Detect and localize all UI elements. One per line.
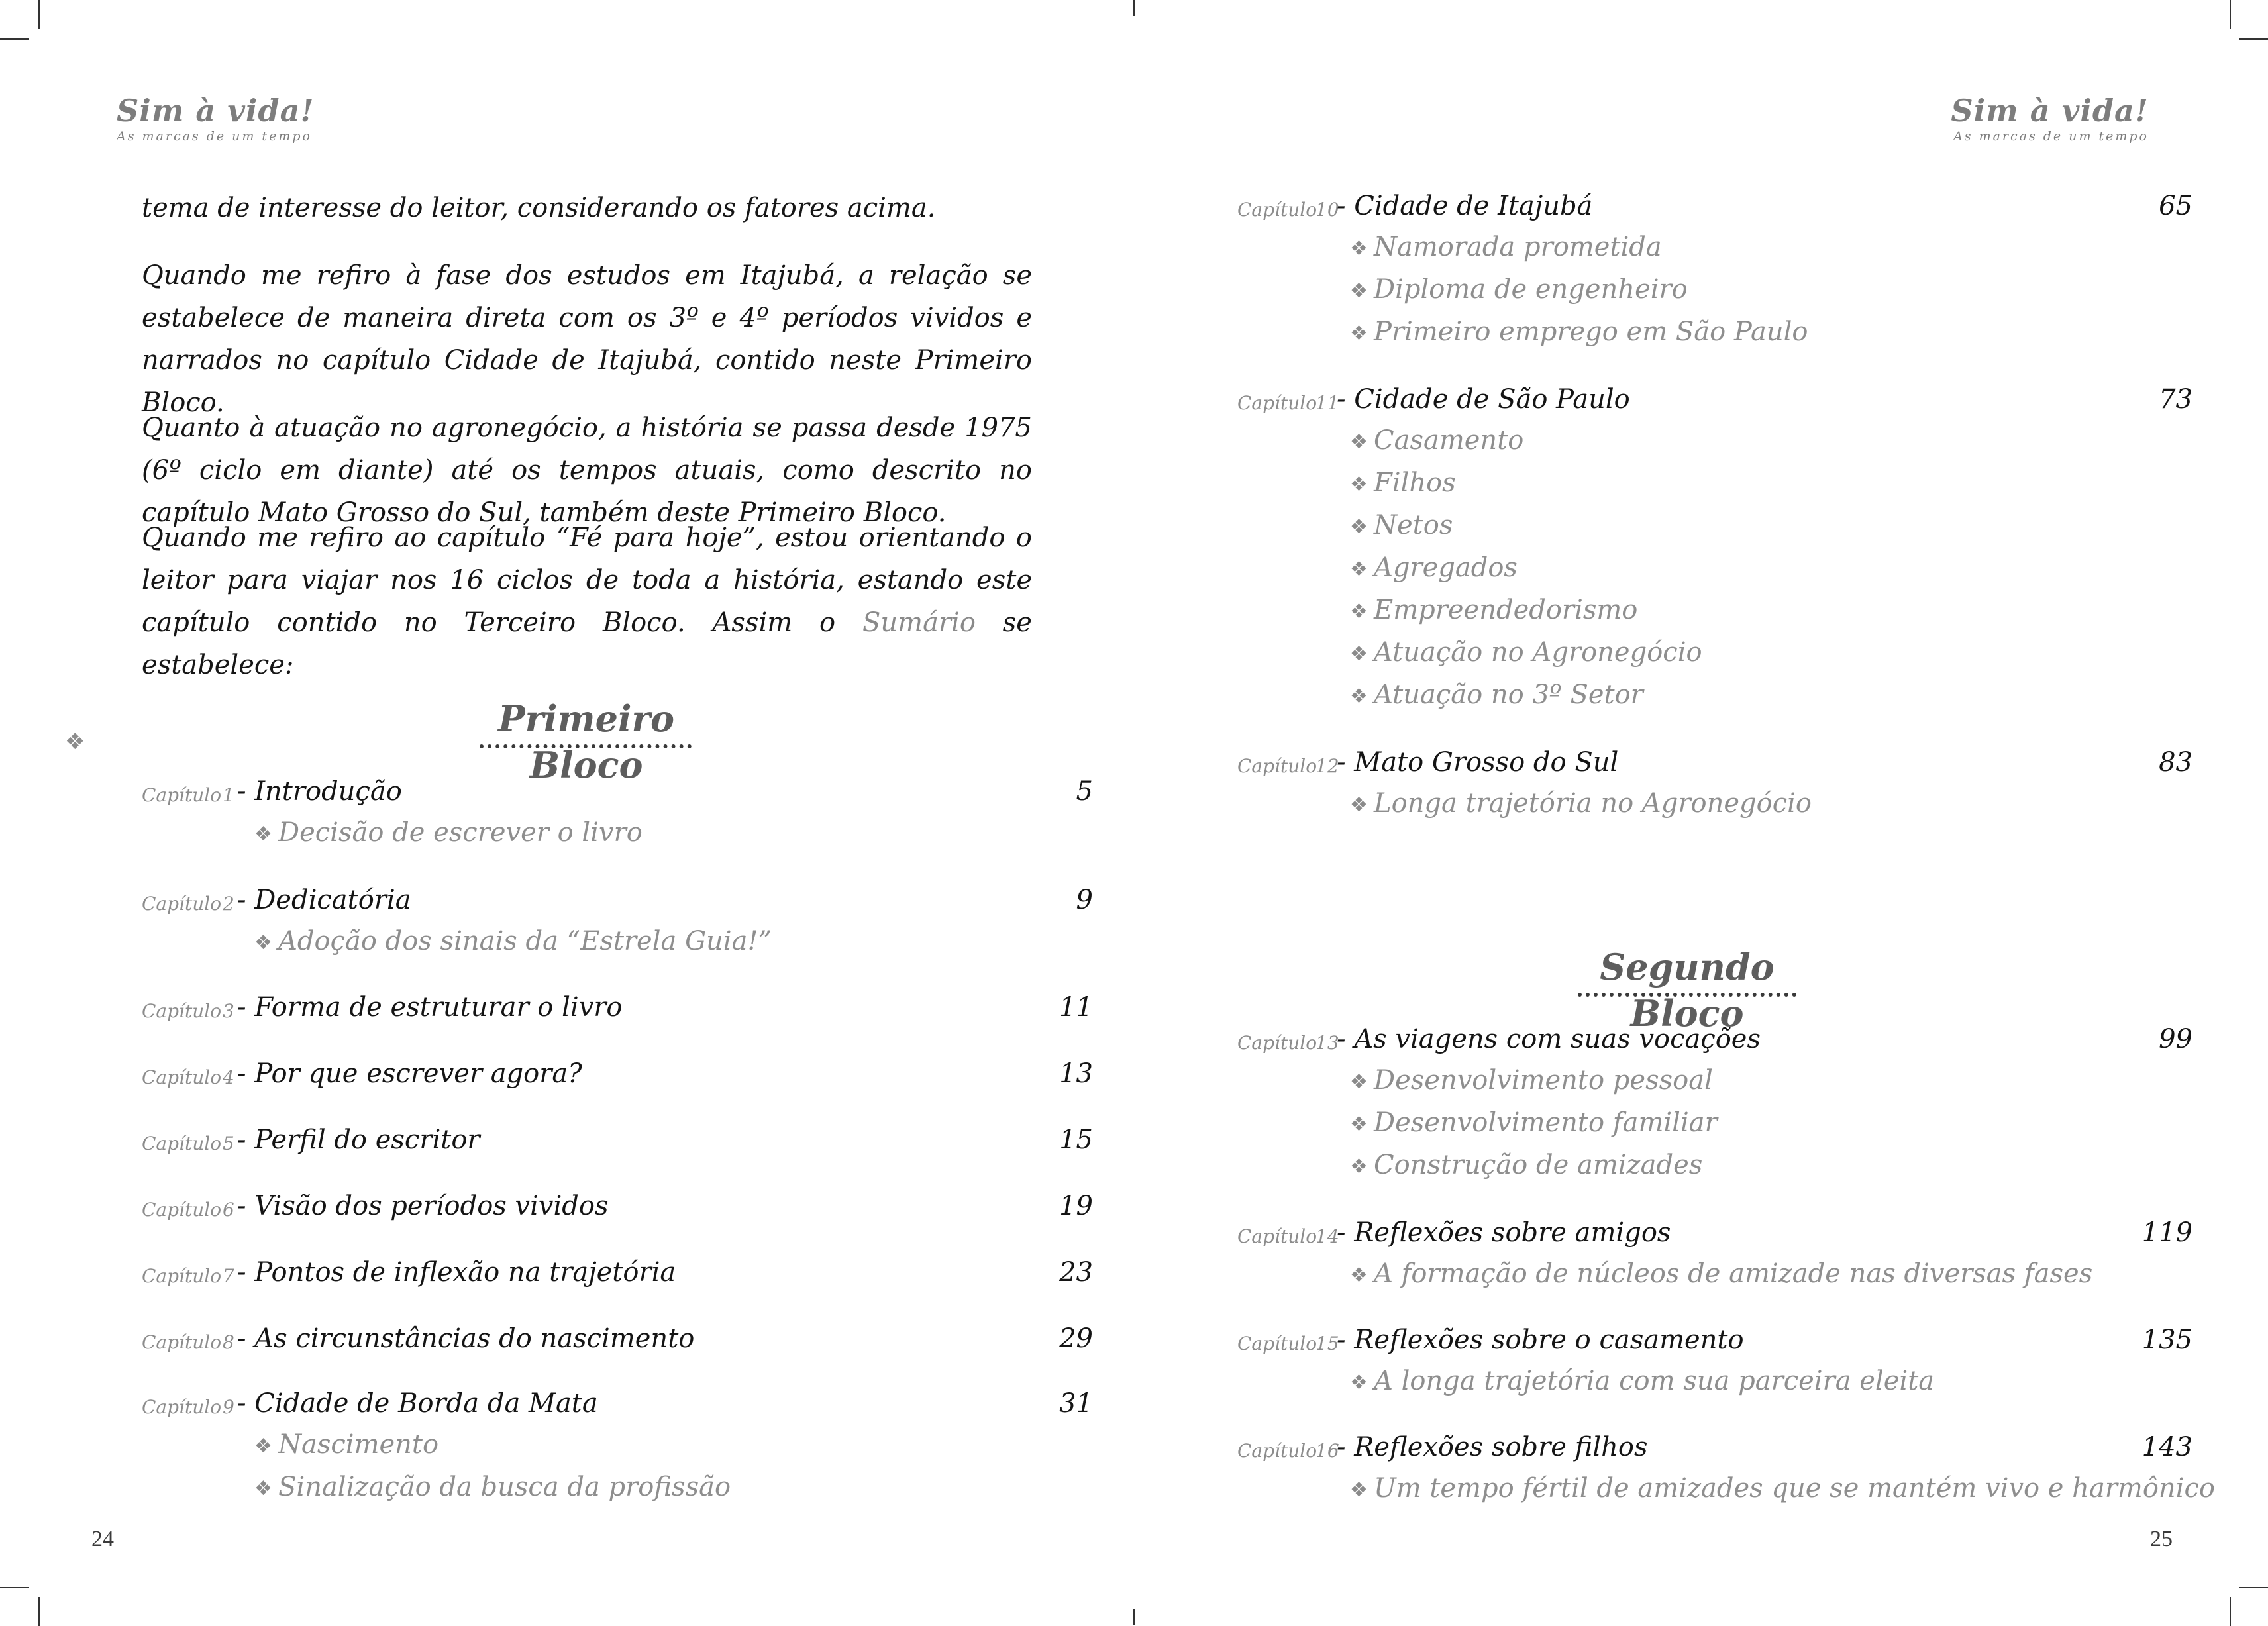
chapter-title: - Por que escrever agora? (237, 1058, 582, 1089)
subtopic: Filhos (1374, 468, 1456, 498)
diamond-bullet-icon: ❖ (1350, 279, 1368, 303)
chapter-word: Capítulo (142, 1331, 222, 1353)
chapter-page: 83 (2159, 747, 2192, 778)
chapter-page: 29 (1059, 1323, 1093, 1354)
diamond-ornament-icon: ❖ (65, 729, 85, 755)
diamond-bullet-icon: ❖ (1350, 237, 1368, 260)
chapter-number: 6 (223, 1199, 234, 1221)
chapter-page: 15 (1059, 1125, 1093, 1155)
diamond-bullet-icon: ❖ (1350, 1113, 1368, 1136)
chapter-title: - Cidade de São Paulo (1337, 384, 1630, 415)
diamond-bullet-icon: ❖ (1350, 1478, 1368, 1501)
chapter-number: 12 (1315, 755, 1339, 777)
diamond-bullet-icon: ❖ (1350, 1155, 1368, 1178)
chapter-title: - Reflexões sobre o casamento (1337, 1325, 1744, 1355)
diamond-bullet-icon: ❖ (1350, 1371, 1368, 1394)
chapter-page: 11 (1059, 992, 1093, 1023)
block-title-segundo: Segundo Bloco (1600, 946, 1775, 1035)
diamond-bullet-icon: ❖ (1350, 473, 1368, 496)
chapter-number: 5 (223, 1133, 234, 1154)
subtopic: Casamento (1374, 425, 1524, 456)
diamond-bullet-icon: ❖ (1350, 431, 1368, 454)
chapter-title: - As viagens com suas vocações (1337, 1024, 1761, 1054)
chapter-number: 14 (1315, 1225, 1339, 1247)
running-head-title: Sim à vida! (117, 93, 315, 128)
paragraph (142, 517, 1032, 686)
running-head (117, 93, 315, 144)
right-page (1134, 0, 2268, 1626)
chapter-word: Capítulo (142, 1265, 222, 1287)
chapter-word: Capítulo (1237, 1333, 1317, 1354)
chapter-title: - Mato Grosso do Sul (1337, 747, 1619, 778)
page-number: 24 (91, 1527, 114, 1551)
chapter-page: 13 (1059, 1058, 1093, 1089)
chapter-title: - Reflexões sobre amigos (1337, 1217, 1671, 1248)
chapter-word: Capítulo (1237, 392, 1317, 414)
paragraph-text: Quando me refiro ao capítulo “Fé para hoje”, estou orientando o leitor para viajar nos 16 ciclos de toda a história, estando este capítulo contido no Terceiro Bloco. Assim o (142, 523, 1032, 638)
chapter-word: Capítulo (142, 1066, 222, 1088)
diamond-bullet-icon: ❖ (1350, 558, 1368, 581)
chapter-title: - As circunstâncias do nascimento (237, 1323, 695, 1354)
subtopic: A formação de núcleos de amizade nas diversas fases (1374, 1258, 2093, 1289)
paragraph: tema de interesse do leitor, considerando os fatores acima. (142, 193, 936, 223)
chapter-number: 9 (223, 1396, 234, 1418)
diamond-bullet-icon: ❖ (254, 1477, 272, 1500)
chapter-title: - Pontos de inflexão na trajetória (237, 1257, 676, 1288)
diamond-bullet-icon: ❖ (1350, 685, 1368, 708)
block-title-dotted-underline (1578, 993, 1796, 997)
subtopic: Um tempo fértil de amizades que se mantém vivo e harmônico (1374, 1473, 2215, 1503)
chapter-title: - Introdução (237, 776, 402, 807)
chapter-title: - Visão dos períodos vividos (237, 1191, 609, 1221)
subtopic: Adoção dos sinais da “Estrela Guia!” (278, 926, 772, 956)
chapter-number: 10 (1315, 199, 1339, 221)
chapter-number: 3 (223, 1000, 234, 1022)
diamond-bullet-icon: ❖ (1350, 322, 1368, 345)
chapter-page: 23 (1059, 1257, 1093, 1288)
running-head-subtitle: As marcas de um tempo (1953, 129, 2149, 144)
chapter-number: 7 (223, 1265, 234, 1287)
chapter-title: - Reflexões sobre filhos (1337, 1432, 1648, 1462)
chapter-number: 13 (1315, 1032, 1339, 1054)
subtopic: Desenvolvimento pessoal (1374, 1065, 1713, 1095)
paragraph-text: se estabelece: (142, 607, 1032, 680)
subtopic: Decisão de escrever o livro (278, 817, 643, 848)
chapter-word: Capítulo (1237, 1032, 1317, 1054)
running-head (1951, 93, 2149, 144)
paragraph: Quanto à atuação no agronegócio, a história se passa desde 1975 (6º ciclo em diante) até os tempos atuais, como descrito no capítulo Mato Grosso do Sul, também deste Primeiro Bloco. (142, 413, 1032, 528)
diamond-bullet-icon: ❖ (1350, 1070, 1368, 1093)
chapter-word: Capítulo (1237, 1225, 1317, 1247)
diamond-bullet-icon: ❖ (254, 823, 272, 846)
diamond-bullet-icon: ❖ (1350, 515, 1368, 538)
chapter-number: 1 (223, 784, 234, 806)
chapter-page: 73 (2159, 384, 2192, 415)
subtopic: A longa trajetória com sua parceira eleita (1374, 1366, 1935, 1396)
chapter-page: 65 (2159, 191, 2192, 221)
chapter-title: - Forma de estruturar o livro (237, 992, 623, 1023)
subtopic: Sinalização da busca da profissão (278, 1472, 731, 1502)
summary-word: Sumário (862, 607, 976, 638)
chapter-title: - Dedicatória (237, 885, 411, 915)
chapter-page: 119 (2141, 1217, 2192, 1248)
subtopic: Nascimento (278, 1429, 439, 1460)
running-head-subtitle: As marcas de um tempo (117, 129, 312, 144)
chapter-word: Capítulo (1237, 1440, 1317, 1462)
chapter-number: 16 (1315, 1440, 1339, 1462)
diamond-bullet-icon: ❖ (1350, 1264, 1368, 1287)
diamond-bullet-icon: ❖ (254, 1435, 272, 1458)
subtopic: Longa trajetória no Agronegócio (1374, 788, 1812, 819)
subtopic: Diploma de engenheiro (1374, 274, 1688, 305)
subtopic: Desenvolvimento familiar (1374, 1107, 1718, 1138)
subtopic: Atuação no Agronegócio (1374, 637, 1702, 668)
subtopic: Primeiro emprego em São Paulo (1374, 317, 1808, 347)
chapter-page: 5 (1076, 776, 1093, 807)
chapter-word: Capítulo (142, 784, 222, 806)
chapter-number: 2 (223, 893, 234, 915)
chapter-page: 143 (2141, 1432, 2192, 1462)
chapter-word: Capítulo (1237, 199, 1317, 221)
chapter-page: 31 (1059, 1388, 1093, 1419)
diamond-bullet-icon: ❖ (1350, 642, 1368, 666)
subtopic: Empreendedorismo (1374, 595, 1638, 625)
subtopic: Agregados (1374, 552, 1518, 583)
chapter-page: 135 (2141, 1325, 2192, 1355)
running-head-title: Sim à vida! (1951, 93, 2149, 128)
paragraph: Quando me refiro à fase dos estudos em Itajubá, a relação se estabelece de maneira direta com os 3º e 4º períodos vividos e narrados no capítulo Cidade de Itajubá, contido neste Primeiro Bloco. (142, 260, 1032, 418)
chapter-number: 8 (223, 1331, 234, 1353)
diamond-bullet-icon: ❖ (1350, 600, 1368, 623)
chapter-title: - Cidade de Itajubá (1337, 191, 1593, 221)
chapter-word: Capítulo (142, 1199, 222, 1221)
chapter-word: Capítulo (142, 1133, 222, 1154)
chapter-page: 9 (1076, 885, 1093, 915)
subtopic: Construção de amizades (1374, 1150, 1703, 1180)
diamond-bullet-icon: ❖ (1350, 793, 1368, 817)
chapter-page: 19 (1059, 1191, 1093, 1221)
chapter-page: 99 (2159, 1024, 2192, 1054)
diamond-bullet-icon: ❖ (254, 931, 272, 954)
chapter-number: 4 (223, 1066, 234, 1088)
block-title-dotted-underline (480, 744, 692, 748)
chapter-number: 11 (1315, 392, 1339, 414)
chapter-title: - Perfil do escritor (237, 1125, 480, 1155)
subtopic: Netos (1374, 510, 1453, 540)
page-number: 25 (2150, 1527, 2173, 1551)
chapter-word: Capítulo (142, 893, 222, 915)
subtopic: Namorada prometida (1374, 232, 1662, 262)
chapter-word: Capítulo (142, 1000, 222, 1022)
chapter-word: Capítulo (1237, 755, 1317, 777)
chapter-title: - Cidade de Borda da Mata (237, 1388, 598, 1419)
chapter-word: Capítulo (142, 1396, 222, 1418)
chapter-number: 15 (1315, 1333, 1339, 1354)
block-title-primeiro: Primeiro Bloco (497, 697, 675, 786)
subtopic: Atuação no 3º Setor (1374, 680, 1643, 710)
